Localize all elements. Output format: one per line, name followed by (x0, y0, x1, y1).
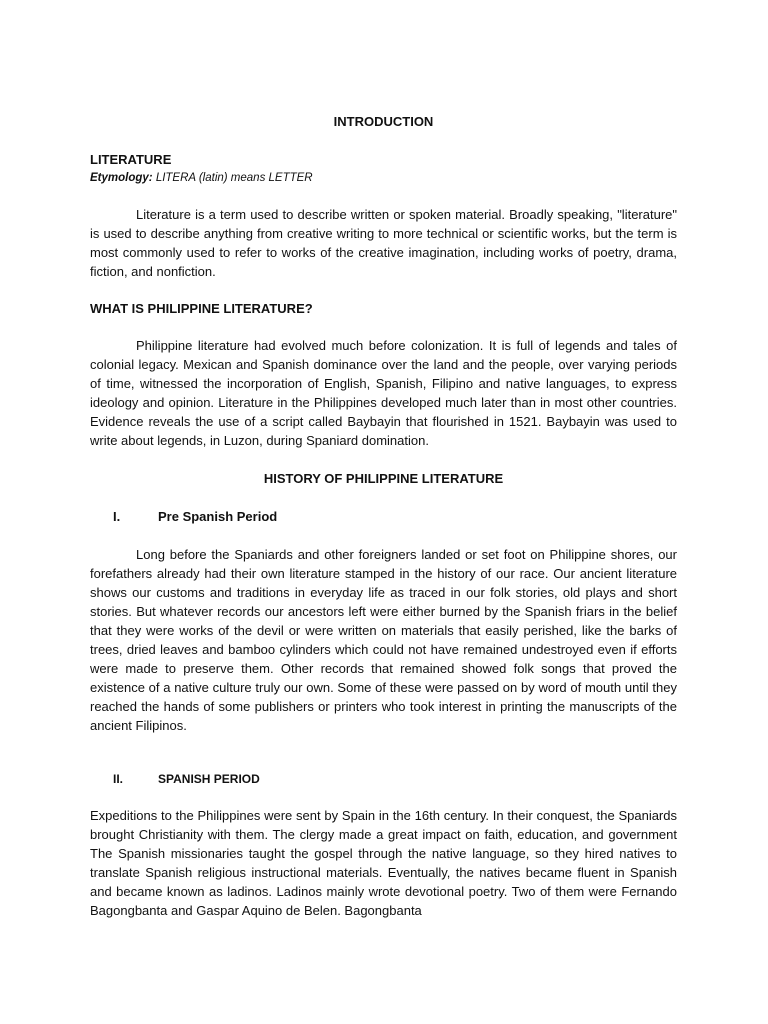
section-label: Pre Spanish Period (158, 509, 278, 524)
literature-paragraph: Literature is a term used to describe written or spoken material. Broadly speaking, "literature" is used to describe anything from creative writing to more technical or scientific works, but the term is most commonly used to refer to works of the creative imagination, including works of poetry, drama, fiction, and nonfiction. (90, 207, 677, 279)
pre-spanish-paragraph: Long before the Spaniards and other foreigners landed or set foot on Philippine shores, our forefathers already had their own literature stamped in the history of our race. Our ancient literature shows our customs and traditions in everyday life as traced in our folk stories, old plays and short stories. But whatever records our ancestors left were either burned by the Spanish friars in the belief that they were works of the devil or were written on materials that easily perished, like the barks of trees, dried leaves and bamboo cylinders which could not have remained undestroyed even if efforts were made to preserve them. Other records that remained showed folk songs that proved the existence of a native culture truly our own. Some of these were passed on by word of mouth until they reached the hands of some publishers or printers who took interest in printing the manuscripts of the ancient Filipinos. (90, 547, 677, 733)
etymology-label: Etymology: (90, 172, 153, 184)
etymology-line (90, 169, 313, 188)
section-number: I. (113, 509, 121, 524)
section-number: II. (113, 772, 124, 786)
etymology-text: LITERA (latin) means LETTER (152, 172, 313, 184)
literature-heading: LITERATURE (90, 152, 172, 167)
philippine-literature-paragraph: Philippine literature had evolved much before colonization. It is full of legends and tales of colonial legacy. Mexican and Spanish dominance over the land and the people, over varying periods of time, witnessed the incorporation of English, Spanish, Filipino and native languages, to express ideology and opinion. Literature in the Philippines developed much later than in most other countries. Evidence reveals the use of a script called Baybayin that flourished in 1521. Baybayin was used to write about legends, in Luzon, during Spaniard domination. (90, 338, 677, 448)
spanish-period-paragraph: Expeditions to the Philippines were sent by Spain in the 16th century. In their conquest, the Spaniards brought Christianity with them. The clergy made a great impact on faith, education, and government The Spanish missionaries taught the gospel through the native language, so they hired natives to translate Spanish religious instructional materials. Eventually, the natives became fluent in Spanish and became known as ladinos. Ladinos mainly wrote devotional poetry. Two of them were Fernando Bagongbanta and Gaspar Aquino de Belen. Bagongbanta (90, 808, 677, 918)
history-heading: HISTORY OF PHILIPPINE LITERATURE (263, 471, 504, 486)
page-title: INTRODUCTION (333, 114, 434, 129)
document-page (90, 0, 677, 1024)
what-is-philippine-literature-heading: WHAT IS PHILIPPINE LITERATURE? (90, 301, 313, 316)
section-label: SPANISH PERIOD (158, 772, 260, 786)
